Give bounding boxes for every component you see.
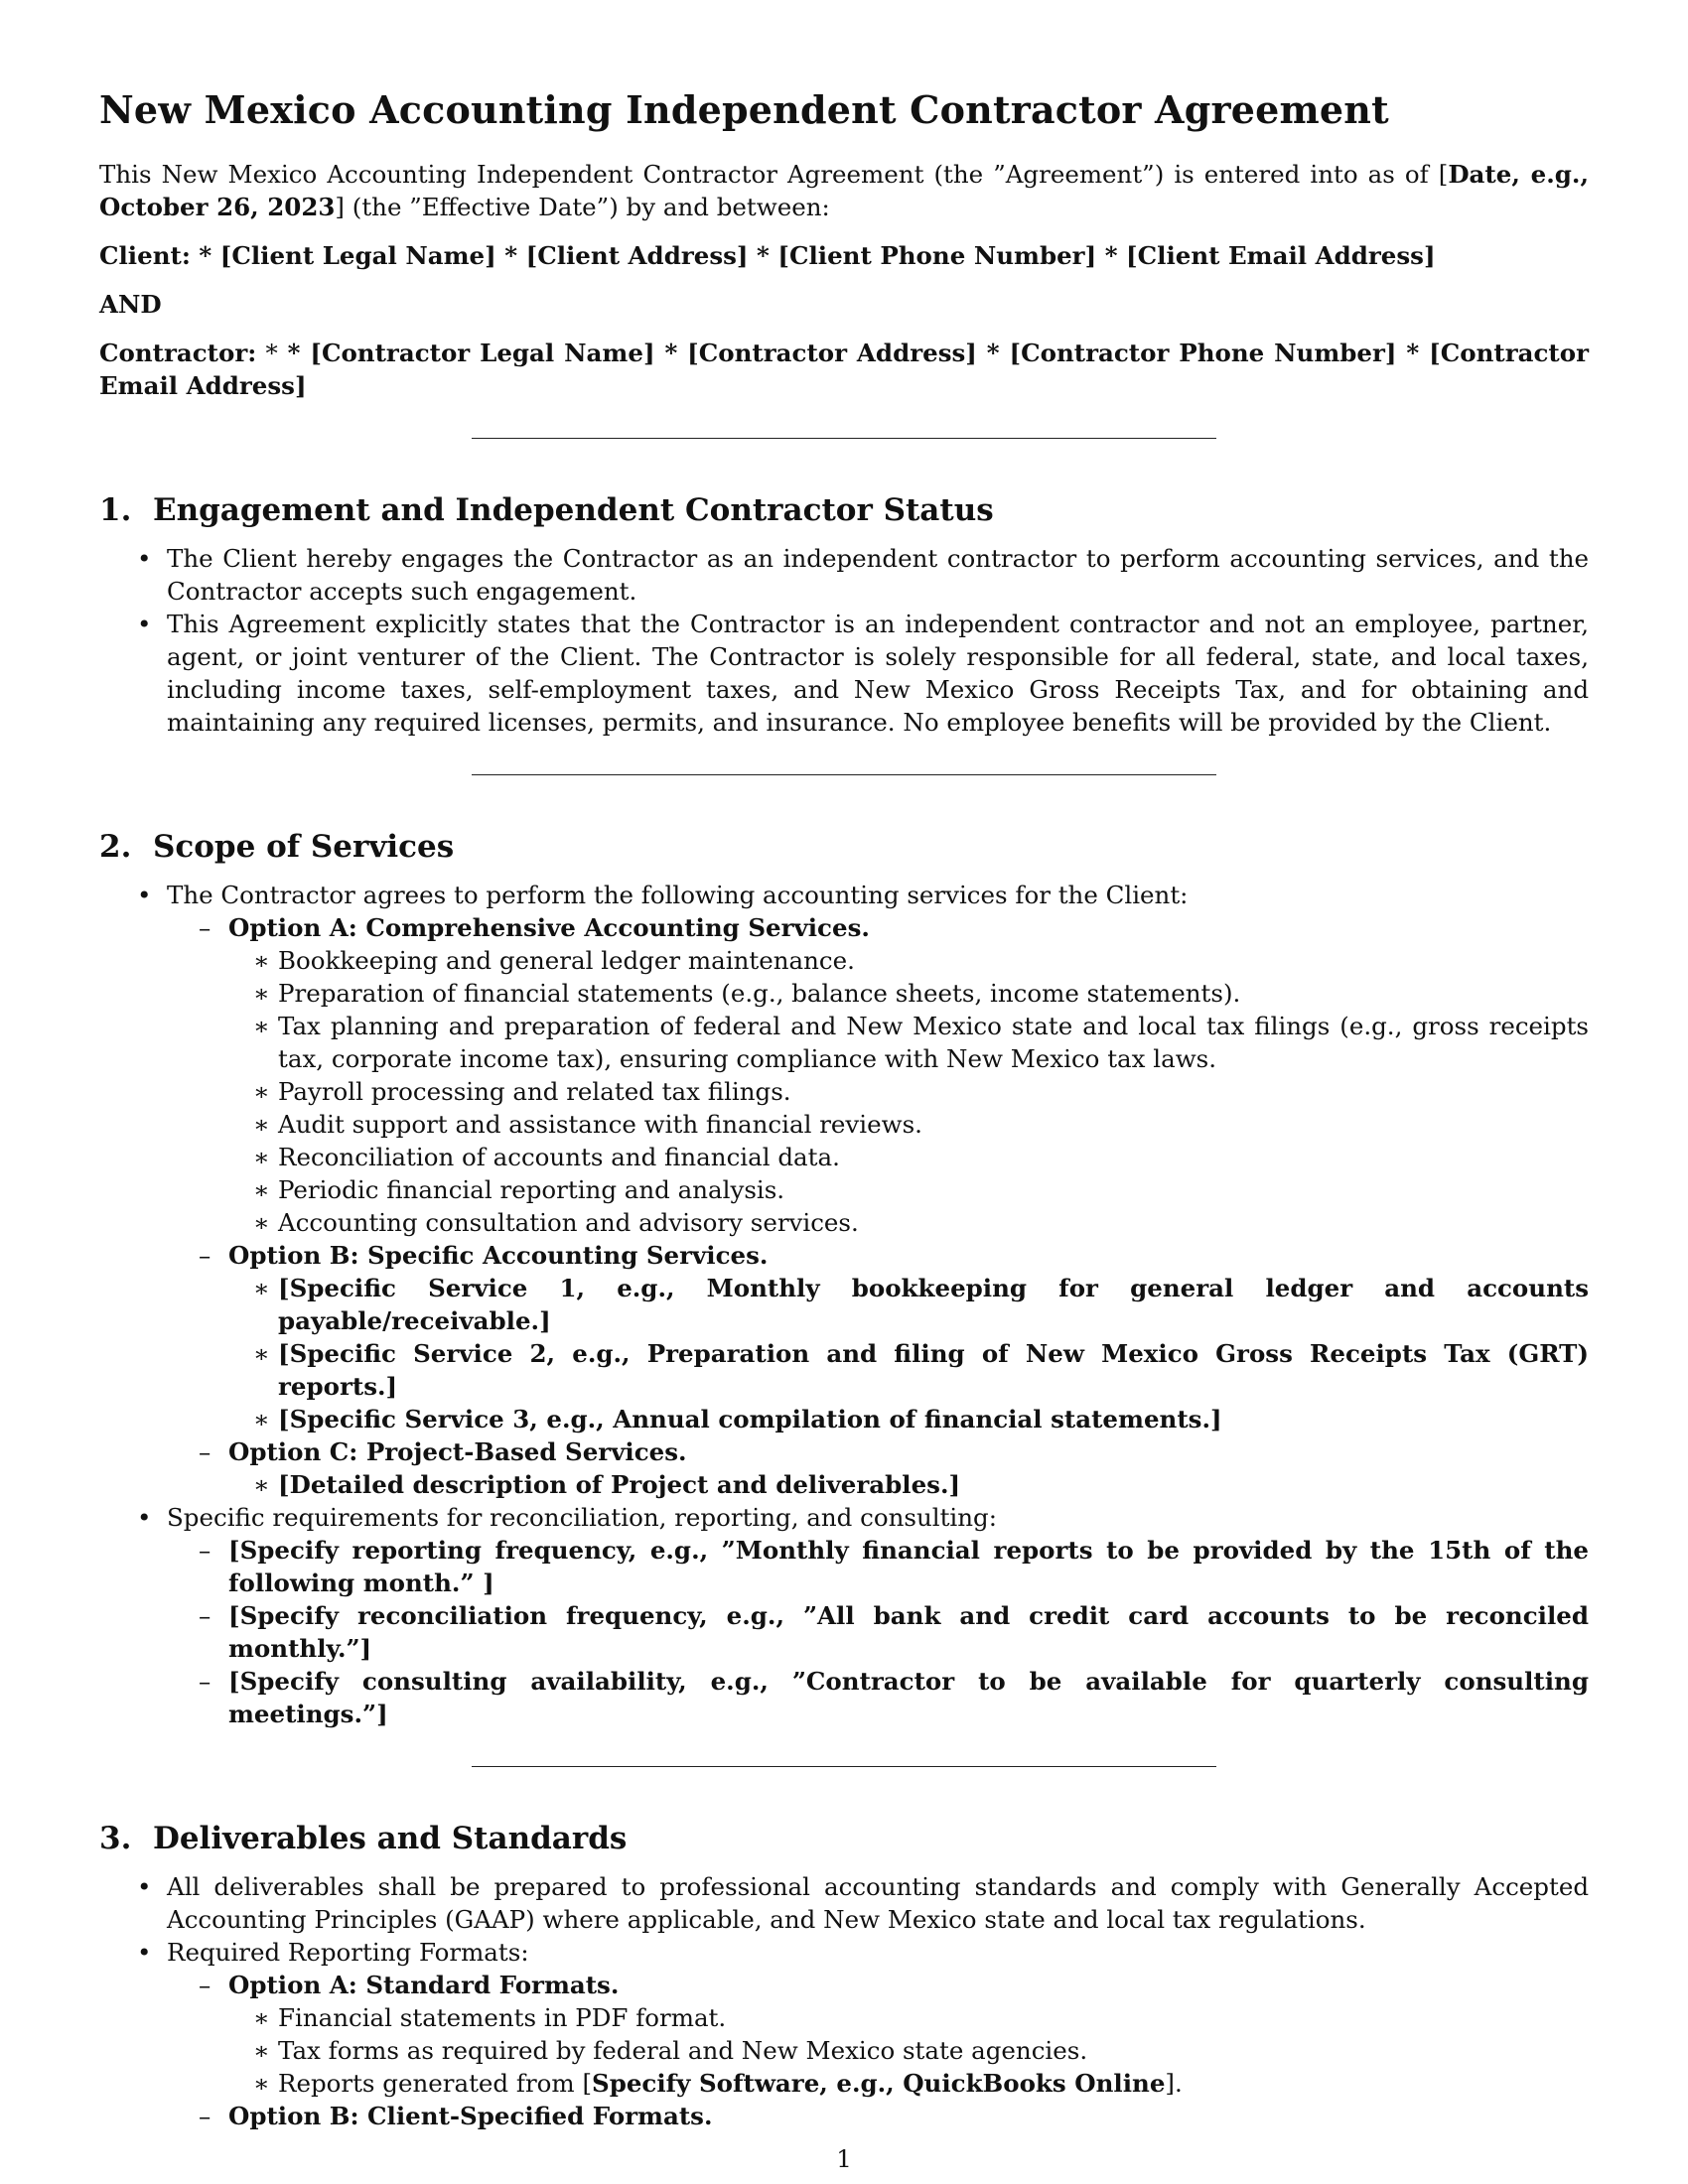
star-marker: ∗ xyxy=(253,1405,270,1433)
section-3-list xyxy=(99,1870,1589,2132)
list-item: ∗ [Detailed description of Project and deliverables.] xyxy=(253,1470,961,1499)
list-item: ∗ Tax forms as required by federal and New Mexico state agencies. xyxy=(253,2036,1088,2065)
format-option-a-label: Option A: Standard Formats. xyxy=(228,1971,620,1999)
list-item: ∗ Tax planning and preparation of federal and New Mexico state and local tax filings (e.g., gross receipts tax, corporate income tax), ensuring compliance with New Mexico tax laws. xyxy=(253,1012,1589,1073)
list-item: – [Specify consulting availability, e.g., ”Contractor to be available for quarterly consulting meetings.”] xyxy=(199,1667,1589,1728)
list-item: ∗ [Specific Service 2, e.g., Preparation and filing of New Mexico Gross Receipts Tax (GRT) reports.] xyxy=(253,1339,1589,1401)
list-item xyxy=(99,879,1589,1501)
star-marker: ∗ xyxy=(253,1339,270,1368)
list-item: ∗ Accounting consultation and advisory services. xyxy=(253,1208,859,1237)
intro-text-before: This New Mexico Accounting Independent Contractor Agreement (the ”Agreement”) is entered into as of [ xyxy=(99,160,1449,189)
dash-marker: – xyxy=(199,1971,211,1999)
section-2-list xyxy=(99,879,1589,1730)
bullet-marker: • xyxy=(137,1938,152,1967)
list-item-text: Required Reporting Formats: xyxy=(167,1938,529,1967)
list-item-text: This Agreement explicitly states that the Contractor is an independent contractor and not an employee, partner, agent, or joint venturer of the Client. The Contractor is solely responsible for all federal, state, and local taxes, including income taxes, self-employment taxes, and New Mexico Gross Receipts Tax, and for obtaining and maintaining any required licenses, permits, and insurance. No employee benefits will be provided by the Client. xyxy=(167,610,1589,737)
star-marker: ∗ xyxy=(253,1077,270,1106)
list-item: ∗ Financial statements in PDF format. xyxy=(253,2003,727,2032)
client-block xyxy=(99,239,1589,272)
list-item xyxy=(99,1870,1589,1936)
option-c-list xyxy=(228,1468,1589,1501)
list-item-text: Specific requirements for reconciliation, reporting, and consulting: xyxy=(167,1503,997,1532)
format-option-b-label: Option B: Client-Specified Formats. xyxy=(228,2102,713,2130)
bullet-marker: • xyxy=(137,610,152,638)
star-marker: ∗ xyxy=(253,2036,270,2065)
list-item xyxy=(99,608,1589,739)
star-marker: ∗ xyxy=(253,1470,270,1499)
bullet-marker: • xyxy=(137,1503,152,1532)
list-item: ∗ Periodic financial reporting and analysis. xyxy=(253,1175,785,1204)
bullet-marker: • xyxy=(137,1872,152,1901)
star-marker: ∗ xyxy=(253,1208,270,1237)
intro-paragraph xyxy=(99,158,1589,223)
option-c-label: Option C: Project-Based Services. xyxy=(228,1437,687,1466)
dash-marker: – xyxy=(199,1241,211,1270)
contractor-label: Contractor: xyxy=(99,339,257,367)
option-b-list xyxy=(228,1272,1589,1435)
options-list xyxy=(167,911,1589,1501)
list-item: ∗ Payroll processing and related tax filings. xyxy=(253,1077,791,1106)
option-a-item xyxy=(167,911,1589,1239)
dash-marker: – xyxy=(199,1601,211,1630)
intro-text-after: ] (the ”Effective Date”) by and between: xyxy=(335,193,830,221)
star-marker: ∗ xyxy=(253,2003,270,2032)
section-1-list xyxy=(99,542,1589,739)
option-b-item xyxy=(167,1239,1589,1435)
list-item: ∗ Reconciliation of accounts and financial data. xyxy=(253,1143,840,1171)
format-option-a-list xyxy=(228,2001,1589,2100)
list-item xyxy=(99,1936,1589,2132)
contractor-details: * [Contractor Legal Name] * [Contractor Address] * [Contractor Phone Number] * [Contractor Email Address] xyxy=(99,339,1589,400)
section-divider xyxy=(472,1766,1216,1767)
list-item-text: All deliverables shall be prepared to professional accounting standards and comply with Generally Accepted Accounting Principles (GAAP) where applicable, and New Mexico state and local tax regulations. xyxy=(167,1872,1589,1934)
section-divider xyxy=(472,438,1216,439)
star-marker: ∗ xyxy=(253,1012,270,1040)
list-item xyxy=(99,1501,1589,1730)
contractor-star: * xyxy=(256,339,278,367)
format-option-b-item xyxy=(167,2100,1589,2132)
list-item: – [Specify reconciliation frequency, e.g., ”All bank and credit card accounts to be reconciled monthly.”] xyxy=(199,1601,1589,1663)
option-b-label: Option B: Specific Accounting Services. xyxy=(228,1241,769,1270)
section-3-heading: 3. Deliverables and Standards xyxy=(99,1821,628,1856)
and-label: AND xyxy=(99,290,162,319)
option-a-label: Option A: Comprehensive Accounting Services. xyxy=(228,913,870,942)
section-divider xyxy=(472,774,1216,775)
list-item: ∗ Reports generated from [Specify Software, e.g., QuickBooks Online]. xyxy=(253,2069,1183,2098)
star-marker: ∗ xyxy=(253,979,270,1008)
star-marker: ∗ xyxy=(253,1274,270,1302)
list-item: ∗ [Specific Service 1, e.g., Monthly bookkeeping for general ledger and accounts payable/receivable.] xyxy=(253,1274,1589,1335)
formats-list xyxy=(167,1969,1589,2132)
document-title: New Mexico Accounting Independent Contractor Agreement xyxy=(99,87,1389,132)
list-item xyxy=(99,542,1589,608)
requirements-list xyxy=(167,1534,1589,1730)
format-option-a-item xyxy=(167,1969,1589,2100)
dash-marker: – xyxy=(199,2102,211,2130)
list-item: ∗ Bookkeeping and general ledger maintenance. xyxy=(253,946,855,975)
dash-marker: – xyxy=(199,1536,211,1565)
dash-marker: – xyxy=(199,1667,211,1696)
option-a-list xyxy=(228,944,1589,1239)
section-1-heading: 1. Engagement and Independent Contractor Status xyxy=(99,492,994,528)
star-marker: ∗ xyxy=(253,1175,270,1204)
section-2-heading: 2. Scope of Services xyxy=(99,829,455,865)
star-marker: ∗ xyxy=(253,2069,270,2098)
bullet-marker: • xyxy=(137,881,152,909)
list-item: ∗ Audit support and assistance with financial reviews. xyxy=(253,1110,922,1139)
list-item-text: The Contractor agrees to perform the following accounting services for the Client: xyxy=(167,881,1189,909)
client-label: Client: xyxy=(99,241,191,270)
star-marker: ∗ xyxy=(253,1110,270,1139)
bullet-marker: • xyxy=(137,544,152,573)
effective-date-placeholder: Date, e.g., October 26, 2023 xyxy=(99,160,1589,221)
star-marker: ∗ xyxy=(253,1143,270,1171)
dash-marker: – xyxy=(199,1437,211,1466)
option-c-item xyxy=(167,1435,1589,1501)
document-page xyxy=(99,87,1589,2132)
dash-marker: – xyxy=(199,913,211,942)
list-item-text: The Client hereby engages the Contractor as an independent contractor to perform accounting services, and the Contractor accepts such engagement. xyxy=(167,544,1589,606)
software-placeholder: Specify Software, e.g., QuickBooks Online xyxy=(592,2069,1166,2098)
contractor-block xyxy=(99,337,1589,402)
star-marker: ∗ xyxy=(253,946,270,975)
list-item: ∗ Preparation of financial statements (e.g., balance sheets, income statements). xyxy=(253,979,1241,1008)
list-item: ∗ [Specific Service 3, e.g., Annual compilation of financial statements.] xyxy=(253,1405,1222,1433)
list-item: – [Specify reporting frequency, e.g., ”Monthly financial reports to be provided by the 15th of the following month.” ] xyxy=(199,1536,1589,1597)
client-details: * [Client Legal Name] * [Client Address] * [Client Phone Number] * [Client Email Address] xyxy=(190,241,1436,270)
page-number: 1 xyxy=(836,2144,852,2173)
